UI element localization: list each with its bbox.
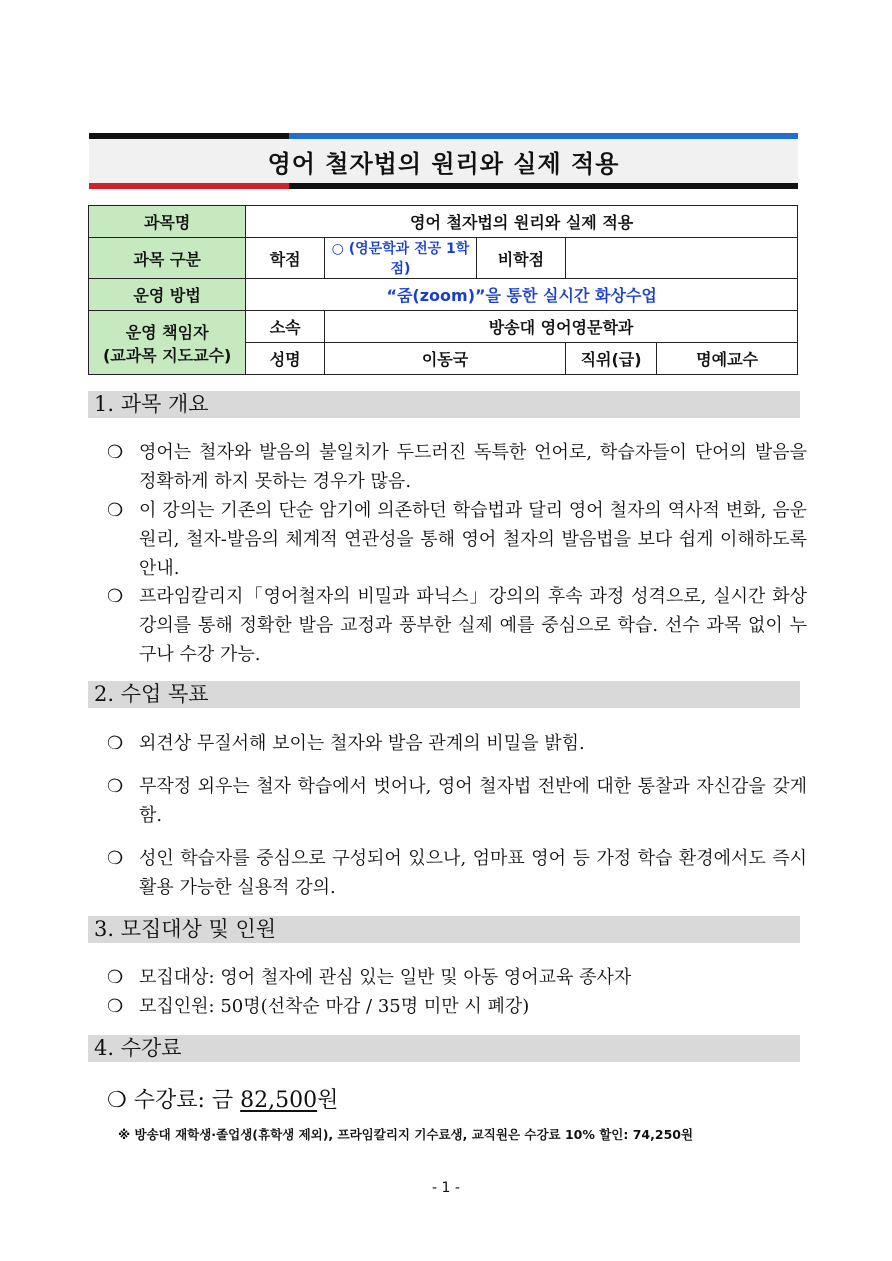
- position-label: 직위(급): [565, 343, 656, 375]
- fee-discount-note: ※ 방송대 재학생·졸업생(휴학생 제외), 프라임칼리지 기수료생, 교직원은 수강료 10% 할인: 74,250원: [118, 1127, 694, 1142]
- circle-bullet-icon: ❍: [107, 848, 124, 869]
- circle-bullet-icon: ❍: [107, 1088, 127, 1113]
- noncredit-label: 비학점: [476, 238, 565, 279]
- fee-prefix: 수강료: 금: [133, 1088, 241, 1113]
- section-overview-heading: 1. 과목 개요: [88, 391, 800, 418]
- credit-value: ○ (영문학과 전공 1학점): [325, 238, 477, 279]
- name-value: 이동국: [325, 343, 566, 375]
- circle-bullet-icon: ❍: [107, 996, 124, 1017]
- course-name-value: 영어 철자법의 원리와 실제 적용: [246, 206, 798, 238]
- section-recruit-heading: 3. 모집대상 및 인원: [88, 916, 800, 943]
- affiliation-value: 방송대 영어영문학과: [325, 311, 798, 343]
- circle-bullet-icon: ❍: [107, 586, 124, 607]
- goal-item: ❍ 무작정 외우는 철자 학습에서 벗어나, 영어 철자법 전반에 대한 통찰과 자신감을 갖게 함.: [107, 772, 807, 830]
- circle-bullet-icon: ❍: [107, 442, 124, 463]
- category-label: 과목 구분: [89, 238, 246, 279]
- position-value: 명예교수: [657, 343, 798, 375]
- fee-line: [107, 1083, 338, 1114]
- section-goals-heading: 2. 수업 목표: [88, 681, 800, 708]
- circle-bullet-icon: ❍: [107, 500, 124, 521]
- goal-item: ❍ 외견상 무질서해 보이는 철자와 발음 관계의 비밀을 밝힘.: [107, 729, 807, 758]
- overview-item: ❍ 프라임칼리지「영어철자의 비밀과 파닉스」강의의 후속 과정 성격으로, 실시간 화상 강의를 통해 정확한 발음 교정과 풍부한 실제 예를 중심으로 학습. 선수 과목 없이 누구나 수강 가능.: [107, 582, 807, 669]
- title-bottom-bar: [89, 183, 798, 189]
- fee-suffix: 원: [317, 1088, 339, 1113]
- circle-bullet-icon: ❍: [107, 776, 124, 797]
- manager-label-line1: 운영 책임자: [125, 322, 209, 342]
- recruit-item: ❍ 모집대상: 영어 철자에 관심 있는 일반 및 아동 영어교육 종사자: [107, 963, 807, 992]
- method-value: “줌(zoom)”을 통한 실시간 화상수업: [246, 279, 798, 311]
- overview-item: ❍ 이 강의는 기존의 단순 암기에 의존하던 학습법과 달리 영어 철자의 역사적 변화, 음운 원리, 철자-발음의 체계적 연관성을 통해 영어 철자의 발음법을 보다 쉽게 이해하도록 안내.: [107, 496, 807, 583]
- manager-label: [89, 311, 246, 375]
- noncredit-value: [565, 238, 797, 279]
- course-name-label: 과목명: [89, 206, 246, 238]
- page-number: - 1 -: [432, 1180, 460, 1196]
- overview-item: ❍ 영어는 철자와 발음의 불일치가 두드러진 독특한 언어로, 학습자들이 단어의 발음을 정확하게 하지 못하는 경우가 많음.: [107, 438, 807, 496]
- title-block: [89, 133, 798, 190]
- credit-label: 학점: [246, 238, 325, 279]
- affiliation-label: 소속: [246, 311, 325, 343]
- section-fee-heading: 4. 수강료: [88, 1035, 800, 1062]
- fee-amount: 82,500: [240, 1088, 318, 1113]
- goal-item: ❍ 성인 학습자를 중심으로 구성되어 있으나, 엄마표 영어 등 가정 학습 환경에서도 즉시 활용 가능한 실용적 강의.: [107, 844, 807, 902]
- page-title: 영어 철자법의 원리와 실제 적용: [89, 139, 798, 183]
- method-label: 운영 방법: [89, 279, 246, 311]
- course-info-table: [88, 205, 798, 375]
- manager-label-line2: (교과목 지도교수): [102, 345, 232, 365]
- circle-bullet-icon: ❍: [107, 967, 124, 988]
- recruit-item: ❍ 모집인원: 50명(선착순 마감 / 35명 미만 시 폐강): [107, 992, 807, 1021]
- name-label: 성명: [246, 343, 325, 375]
- circle-bullet-icon: ❍: [107, 733, 124, 754]
